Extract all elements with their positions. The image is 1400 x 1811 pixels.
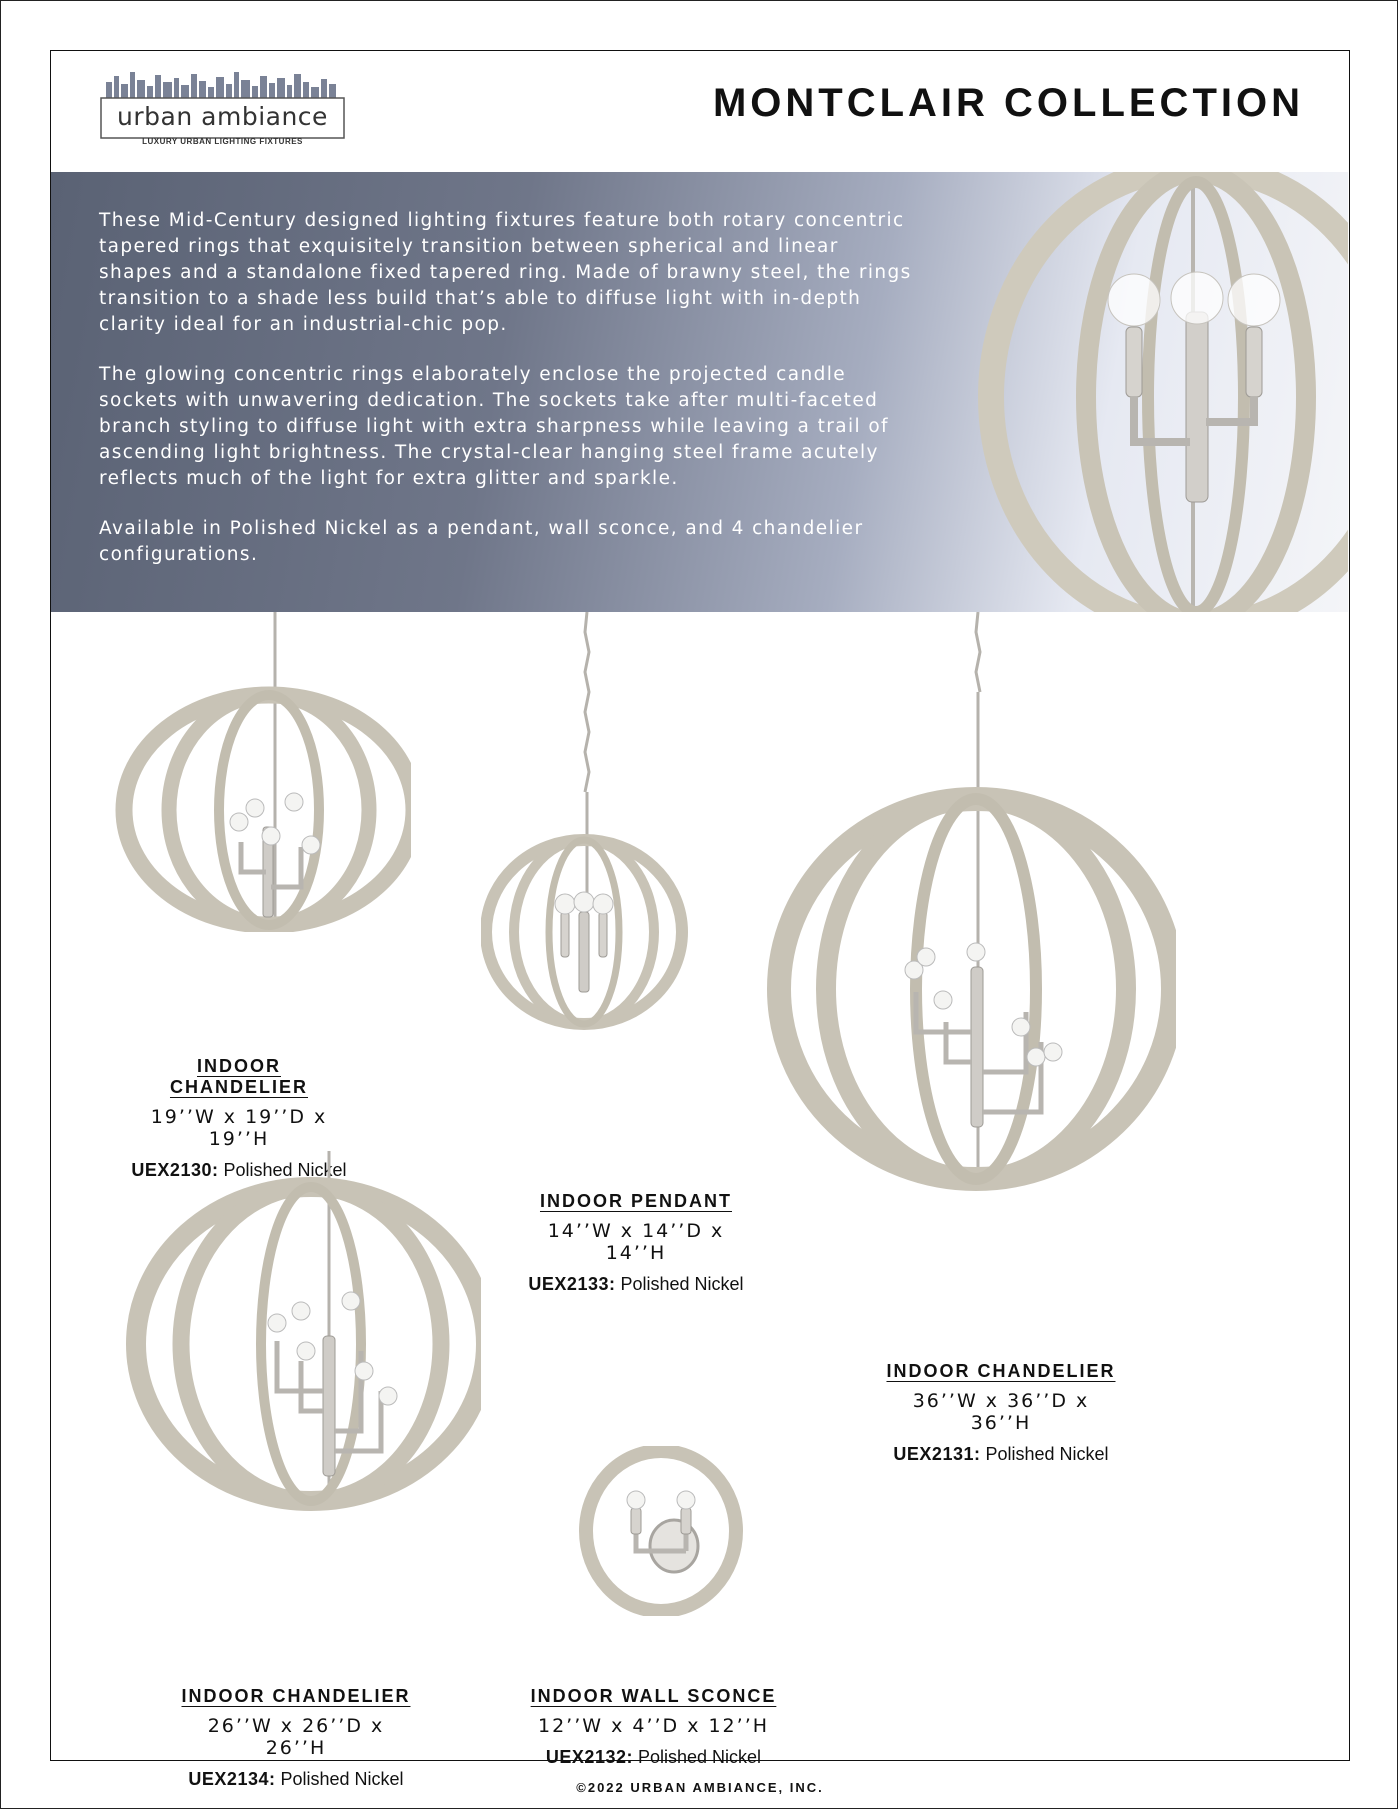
product-finish: Polished Nickel	[223, 1160, 347, 1180]
product-name: INDOOR CHANDELIER	[169, 1056, 308, 1097]
product-dimensions: 36’’W x 36’’D x 36’’H	[912, 1390, 1090, 1434]
intro-text	[99, 208, 919, 592]
product-caption-uex2131	[881, 1361, 1121, 1465]
product-dimensions: 26’’W x 26’’D x 26’’H	[207, 1715, 385, 1759]
chandelier-uex2134-image	[101, 1151, 481, 1541]
product-name: INDOOR WALL SCONCE	[530, 1686, 777, 1706]
product-model: UEX2131:	[893, 1444, 981, 1464]
product-name: INDOOR CHANDELIER	[181, 1686, 411, 1706]
product-dimensions: 19’’W x 19’’D x 19’’H	[150, 1106, 328, 1150]
pendant-uex2133-image	[481, 612, 701, 1032]
intro-paragraph-1: These Mid-Century designed lighting fixtures feature both rotary concentric tapered rings that exquisitely transition between spherical and linear shapes and a standalone fixed tapered ring. Made of brawny steel, the rings transition to a shade less build that’s able to diffuse light with in-depth clarity ideal for an industrial-chic pop.	[99, 210, 912, 335]
wall-sconce-uex2132-image	[576, 1446, 746, 1616]
logo-wordmark: urban ambiance	[117, 102, 328, 131]
product-model: UEX2132:	[545, 1747, 633, 1767]
product-name: INDOOR PENDANT	[539, 1191, 732, 1211]
chandelier-uex2130-image	[111, 612, 411, 932]
featured-pendant-image	[958, 172, 1348, 612]
product-finish: Polished Nickel	[985, 1444, 1109, 1464]
product-caption-uex2134	[181, 1686, 411, 1790]
chandelier-uex2131-image	[766, 612, 1176, 1242]
product-model: UEX2133:	[528, 1274, 616, 1294]
product-finish: Polished Nickel	[280, 1769, 404, 1789]
product-name: INDOOR CHANDELIER	[886, 1361, 1116, 1381]
product-caption-uex2133	[526, 1191, 746, 1295]
product-dimensions: 12’’W x 4’’D x 12’’H	[537, 1715, 770, 1737]
product-finish: Polished Nickel	[620, 1274, 744, 1294]
product-model: UEX2130:	[131, 1160, 219, 1180]
intro-paragraph-2: The glowing concentric rings elaborately enclose the projected candle sockets with unwavering dedication. The sockets take after multi-faceted branch styling to diffuse light with extra sharpness while leaving a trail of ascending light brightness. The crystal-clear hanging steel frame acutely reflects much of the light for extra glitter and sparkle.	[99, 364, 889, 489]
product-finish: Polished Nickel	[638, 1747, 762, 1767]
page-title: MONTCLAIR COLLECTION	[712, 81, 1304, 125]
logo-tagline: LUXURY URBAN LIGHTING FIXTURES	[142, 137, 303, 146]
product-model: UEX2134:	[188, 1769, 276, 1789]
intro-paragraph-3: Available in Polished Nickel as a pendant, wall sconce, and 4 chandelier configurations.	[99, 518, 864, 565]
product-caption-uex2132	[526, 1686, 781, 1768]
brand-logo	[100, 72, 345, 158]
copyright-footer: ©2022 URBAN AMBIANCE, INC.	[576, 1780, 824, 1795]
product-dimensions: 14’’W x 14’’D x 14’’H	[547, 1220, 725, 1264]
intro-banner	[51, 172, 1348, 612]
